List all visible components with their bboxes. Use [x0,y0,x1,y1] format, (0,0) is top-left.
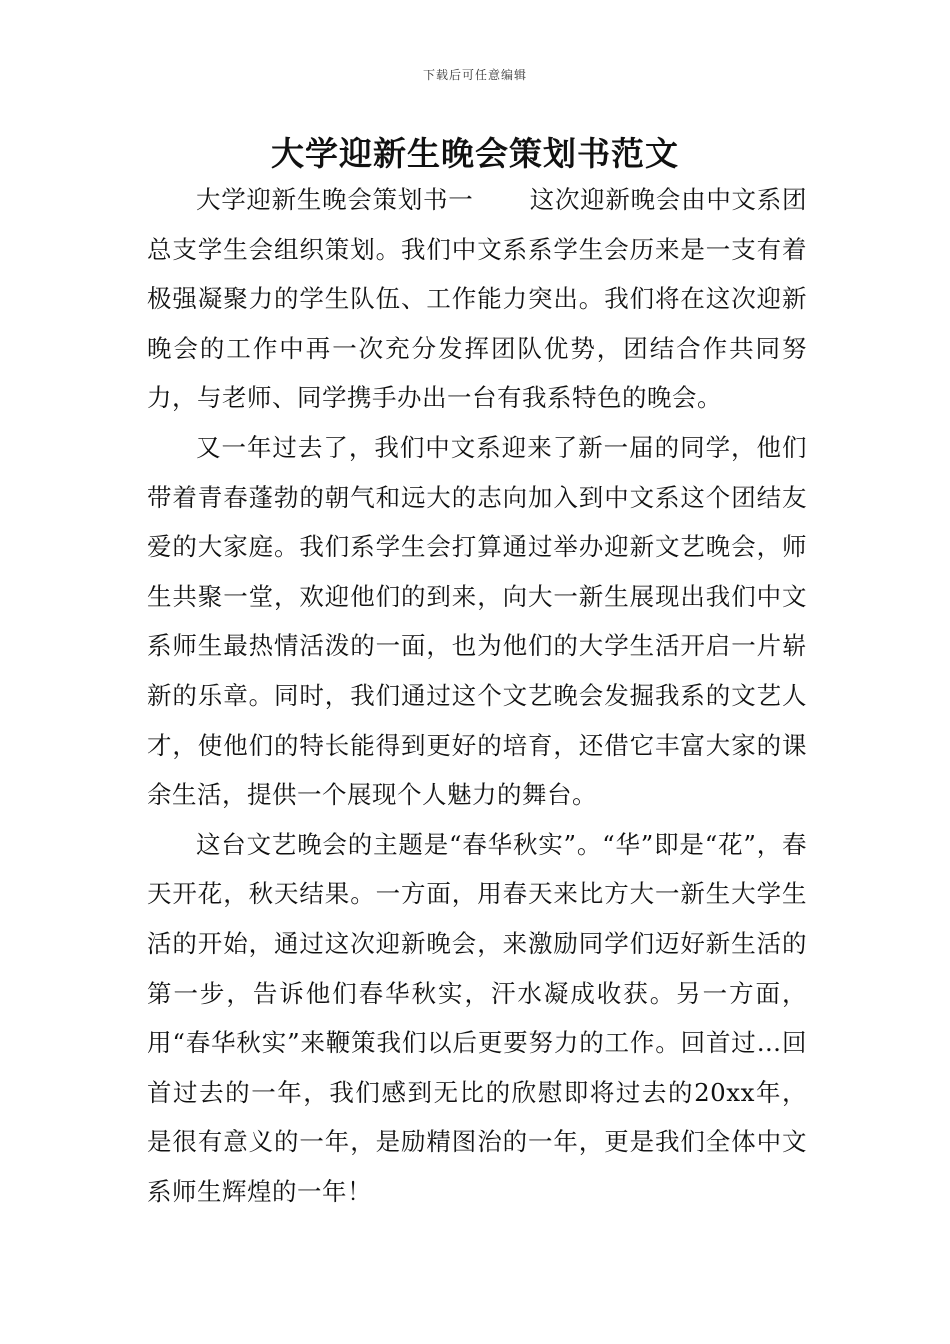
header-note: 下载后可任意编辑 [422,68,527,82]
paragraph-2: 又一年过去了，我们中文系迎来了新一届的同学，他们带着青春蓬勃的朝气和远大的志向加入到中文系这个团结友爱的大家庭。我们系学生会打算通过举办迎新文艺晚会，师生共聚一堂，欢迎他们的到来，向大一新生展现出我们中文系师生最热情活泼的一面，也为他们的大学生活开启一片崭新的乐章。同时，我们通过这个文艺晚会发掘我系的文艺人才，使他们的特长能得到更好的培育，还借它丰富大家的课余生活，提供一个展现个人魅力的舞台。 [147,432,807,810]
paragraph-1 [147,175,807,423]
paragraph-1-text: 这次迎新晚会由中文系团总支学生会组织策划。我们中文系系学生会历来是一支有着极强凝聚力的学生队伍、工作能力突出。我们将在这次迎新晚会的工作中再一次充分发挥团队优势，团结合作共同努力，与老师、同学携手办出一台有我系特色的晚会。 [147,185,807,413]
section-label: 大学迎新生晚会策划书一 [196,185,474,214]
document-body [147,175,807,1216]
paragraph-3: 这台文艺晚会的主题是“春华秋实”。“华”即是“花”，春天开花，秋天结果。一方面，用春天来比方大一新生大学生活的开始，通过这次迎新晚会，来激励同学们迈好新生活的第一步，告诉他们春华秋实，汗水凝成收获。另一方面，用“春华秋实”来鞭策我们以后更要努力的工作。回首过…回首过去的一年，我们感到无比的欣慰即将过去的20xx年，是很有意义的一年，是励精图治的一年，更是我们全体中文系师生辉煌的一年！ [147,829,807,1206]
document-title: 大学迎新生晚会策划书范文 [271,134,679,173]
